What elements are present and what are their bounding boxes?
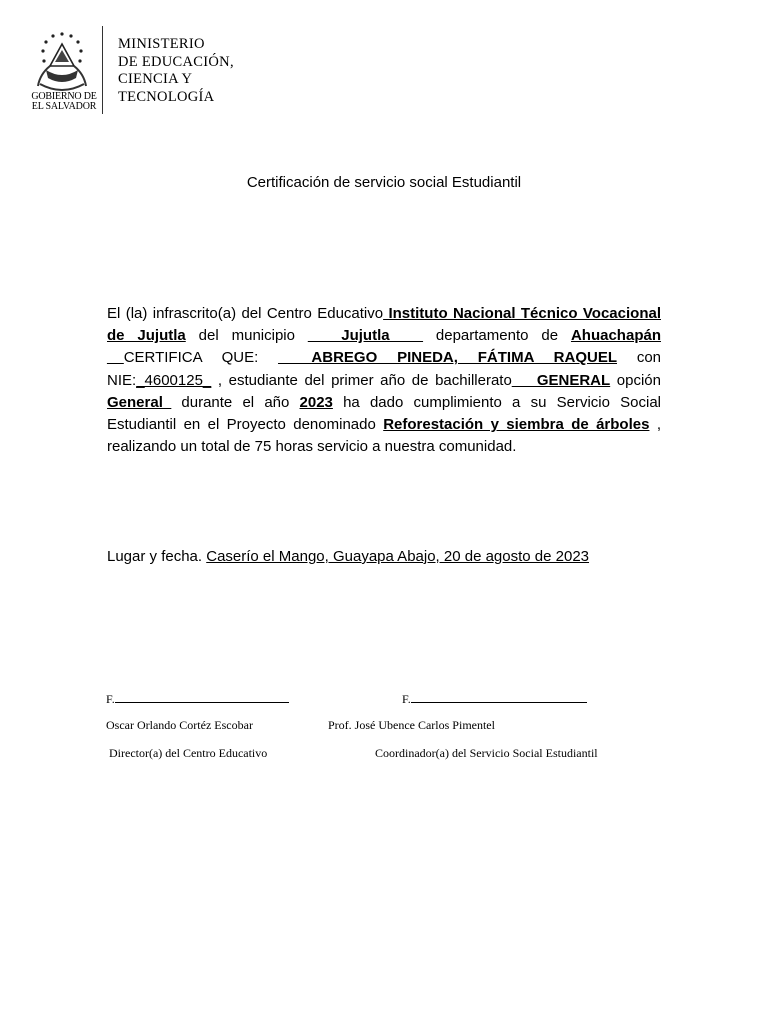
coat-of-arms-logo [24, 30, 100, 96]
place-value: Caserío el Mango, Guayapa Abajo, 20 de agosto de 2023 [206, 548, 590, 565]
certificate-body [107, 303, 661, 458]
government-line-2: EL SALVADOR [31, 101, 97, 112]
coordinator-role: Coordinador(a) del Servicio Social Estudiantil [375, 746, 598, 760]
text-segment: El (la) infrascrito(a) del Centro Educativo [107, 305, 384, 322]
document-title: Certificación de servicio social Estudiantil [246, 174, 522, 191]
director-name: Oscar Orlando Cortéz Escobar [106, 718, 253, 732]
student-nie: _4600125_ [136, 371, 212, 389]
signature-blank [115, 692, 289, 703]
signature-blank [411, 692, 587, 703]
director-role: Director(a) del Centro Educativo [109, 746, 268, 760]
ministry-header [16, 24, 256, 120]
ministry-name [118, 36, 268, 106]
municipality: ____Jujutla____ [307, 327, 423, 345]
student-name: ____ABREGO PINEDA, FÁTIMA RAQUEL [278, 349, 617, 367]
place-label: Lugar y fecha. [107, 548, 207, 565]
ministry-line-1: MINISTERIO [118, 36, 205, 52]
text-segment: durante el año [171, 393, 300, 411]
text-segment: , realizando un total de 75 horas servicio a nuestra comunidad. [107, 416, 661, 456]
ministry-line-2: DE EDUCACIÓN, [118, 53, 234, 70]
text-segment: , estudiante del primer año de bachillerato [211, 371, 512, 389]
department: Ahuachapán __ [107, 327, 661, 367]
project-name: Reforestación y siembra de árboles [383, 416, 650, 434]
text-segment: opción [610, 371, 661, 389]
coordinator-name: Prof. José Ubence Carlos Pimentel [328, 718, 495, 732]
government-line-1: GOBIERNO DE [31, 91, 97, 102]
text-segment: CERTIFICA QUE: [123, 349, 279, 367]
header-divider [102, 26, 103, 114]
text-segment: departamento de [422, 327, 571, 345]
signature-prefix: F. [106, 692, 115, 706]
signature-line-right [402, 692, 587, 707]
ministry-line-4: TECNOLOGÍA [118, 88, 215, 105]
bachillerato-option: General_ [107, 393, 172, 411]
ministry-line-3: CIENCIA Y [118, 71, 193, 87]
place-and-date [107, 548, 589, 565]
signature-line-left [106, 692, 289, 707]
school-name: Instituto Nacional Técnico Vocacional de Jujutla [107, 305, 661, 345]
text-segment: con NIE: [107, 349, 662, 389]
text-segment: del municipio [185, 327, 308, 345]
government-label [16, 92, 112, 112]
service-year: 2023 [299, 393, 333, 411]
bachillerato-type: ___GENERAL [511, 371, 611, 389]
signature-prefix: F. [402, 692, 411, 706]
text-segment: ha dado cumplimiento a su Servicio Social Estudiantil en el Proyecto denominado [107, 393, 661, 434]
